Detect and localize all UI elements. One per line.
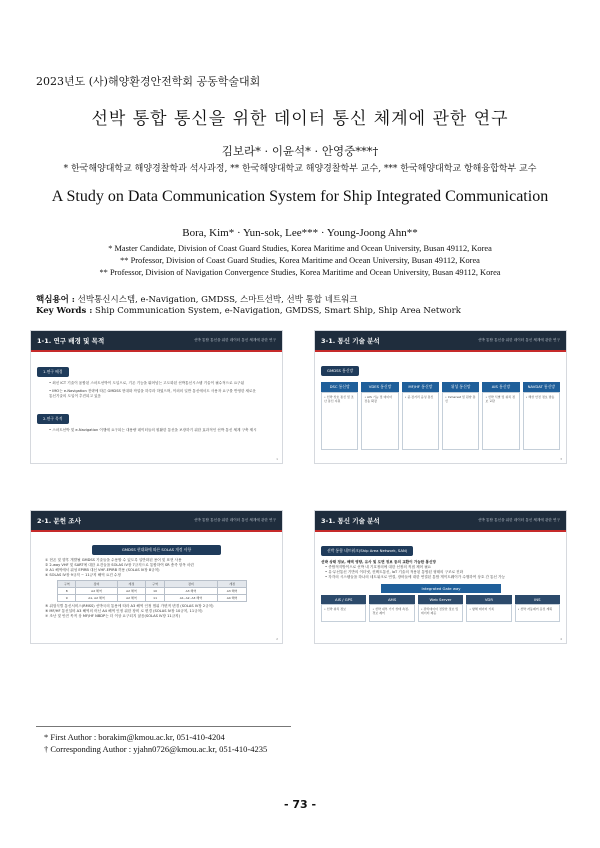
slide-subtitle: 선박 통합 통신을 위한 데이터 통신 체계에 관한 연구 [193,518,276,522]
table-cell: 11 [146,595,164,602]
slide-page-number: 1 [276,457,278,461]
table-cell: 구역 [58,581,76,588]
page-number: - 73 - [283,798,317,811]
bullet-text: • 최신 ICT 기술이 융합된 스마트선박이 도입으로, 기존 기능을 뛰어넘는 고도화된 선박통신시스템 기술이 필수적으로 요구됨 [49,381,245,385]
gmdss-network-columns [321,382,560,450]
integrated-gateway: Integrated Gate way [381,584,501,593]
table-cell: A3 해역 [164,588,217,595]
table-cell: 장비 [76,581,117,588]
system-column [418,595,463,622]
affiliation-english-3: ** Professor, Division of Navigation Convergence Studies, Korea Maritime and Ocean University, Busan 49112, Korea [99,268,501,277]
section-pill-san: 선박 통합 네트워크(Ship Area Network, SAN) [321,546,413,556]
san-lead-text: 선박 상태 정보, 해역 영향, 유사 및 도면 정보 등의 교환이 가능한 통신망 [321,560,436,564]
table-cell: 구역 [146,581,164,588]
keywords-english-text: Ship Communication System, e-Navigation, GMDSS, Smart Ship, Ship Area Network [95,306,461,316]
table-cell: A1, A2, A3 해역 [164,595,217,602]
slide-header [31,511,282,530]
network-column-header: VDES 통신망 [361,382,398,392]
slide-research-background [30,330,283,464]
system-column-body: • 선박 위치 정보 [321,604,366,622]
keywords-english-label: Key Words : [36,306,93,316]
network-column-body: • Inmarsat 및 원양 통신 [442,392,479,450]
network-column-body: • 중·장거리 음성 통신 [402,392,439,450]
section-pill-gmdss: GMDSS 통신망 [321,366,359,376]
network-column [523,382,560,450]
authors-korean: 김보라* · 이윤석* · 안영중***† [221,144,379,158]
slide-title: 3-1. 통신 기술 분석 [321,337,380,345]
slide-literature-review [30,510,283,644]
section-pill-purpose: 2.연구 목적 [37,414,69,424]
slide-title: 3-1. 통신 기술 분석 [321,517,380,525]
table-cell: A2 해역 [76,588,117,595]
conference-header: 2023년도 (사)해양환경안전학회 공동학술대회 [36,75,261,88]
network-column [402,382,439,450]
table-row [58,595,247,602]
slide-title: 2-1. 문헌 조사 [37,517,81,525]
network-column [482,382,519,450]
solas-table [57,580,247,602]
network-column [442,382,479,450]
slide-header [315,331,566,350]
slide-header [31,331,282,350]
table-cell: 개정 [218,581,247,588]
slide-page-number: 4 [560,637,562,641]
slide-subtitle: 선박 통합 통신을 위한 데이터 통신 체계에 관한 연구 [477,518,560,522]
network-column-header: NAVDAT 통신망 [523,382,560,392]
network-column-header: MF/HF 통신망 [402,382,439,392]
title-korean: 선박 통합 통신을 위한 데이터 통신 체계에 관한 연구 [91,109,509,129]
slide-page-number: 3 [560,457,562,461]
network-column-body: • AIS 기능 및 데이터 전송 확장 [361,392,398,450]
authors-english: Bora, Kim* · Yun-sok, Lee*** · Young-Joong Ahn** [182,227,418,239]
solas-item: ③ A1 해역에서 위성 EPIRB 대신 VHF-EPIRB 허용 (SOLAS IV장 8규칙) [45,568,160,572]
table-cell: 8 [58,588,76,595]
solas-item: ② 2-way VHF 및 SART에 대한 요건들을 SOLAS IV장 7규칙으로 통합하여 SR 충족 항목 마련 [45,563,194,567]
san-item: • 각각의 시스템들을 하나의 네트워크로 연결, 장비들에 대한 연결된 통합 게이트웨이가 수행하여 상호 간 통신 가능 [325,575,506,579]
system-column [466,595,511,622]
affiliation-english-2: ** Professor, Division of Coast Guard Studies, Korea Maritime and Ocean University, Busan 49112, Korea [120,256,480,265]
slide-page-number: 2 [276,637,278,641]
footnote-first-author: * First Author : borakim@kmou.ac.kr, 051-410-4204 [44,732,225,742]
solas-item: ⑥ MF/HF 통신설비 A3 해역의 어닌 A4 해역 인정 위한 장비 로 변경 (SOLAS IV장 10규칙, 11규칙) [45,609,203,613]
system-column-header: AIS / GPS [321,595,366,604]
keywords-korean-text: 선박통신시스템, e-Navigation, GMDSS, 스마트선박, 선박 통합 네트워크 [77,295,358,305]
table-cell: 개정 [117,581,146,588]
system-column-header: INS [515,595,560,604]
table-cell: A2 해역 [117,588,146,595]
solas-item: ④ SOLAS IV장 9규칙 ~ 11규칙 해역 요건 수정 [45,573,121,577]
section-pill-background: 1.연구 배경 [37,367,69,377]
network-column-header: DSC 통신망 [321,382,358,392]
affiliation-english-1: * Master Candidate, Division of Coast Guard Studies, Korea Maritime and Ocean University, Busan 49112, Korea [108,244,492,253]
table-cell: 9 [58,595,76,602]
bullet-text: • IMO는 e-Navigation 전략에 따른 GMDSS 현대화 작업을 하루라 하였으며, 이외의 일반 통신에서도 사용자 요구를 반영한 새로운 통신기술의 도입이 추진되고 있음 [49,389,256,398]
network-column [321,382,358,450]
network-column-body: • 선박 식별 및 위치 정보 교환 [482,392,519,450]
affiliation-korean: * 한국해양대학교 해양경찰학과 석사과정, ** 한국해양대학교 해양경찰학부 교수, *** 한국해양대학교 항해융합학부 교수 [63,164,537,174]
table-cell: A3 해역 [218,588,247,595]
system-column [321,595,366,622]
system-column [369,595,414,622]
network-column-body: • 해상 안전 정보 방송 [523,392,560,450]
network-column-body: • 선박 상호 통신 및 조난 통신 지원 [321,392,358,450]
keywords-english [36,306,461,316]
table-cell: 10 [146,588,164,595]
solas-item: ⑦ 조난 및 안전 목적 상 MF/HF NBDP는 더 이상 요구되지 않음(SOLAS IV장 11규칙) [45,614,181,618]
system-column-header: Web Server [418,595,463,604]
system-column-body: • 관리데이터 전달한 정보 및 데이터 제공 [418,604,463,622]
section-pill-solas: GMDSS 현대화에 따른 SOLAS 개정 사항 [92,545,221,555]
table-header-row [58,581,247,588]
slide-subtitle: 선박 통합 통신을 위한 데이터 통신 체계에 관한 연구 [477,338,560,342]
solas-item: ⑤ 위험식별 통신서비스(RMSS) 선박국의 통용에 따라 A3 해역 인정 범위 가변적 변경 (SOLAS IV장 2규칙) [45,604,214,608]
system-column-body: • 항해 데이터 기록 [466,604,511,622]
slide-tech-analysis-san [314,510,567,644]
title-english: A Study on Data Communication System for Ship Integrated Communication [51,188,549,205]
san-system-columns [321,595,560,622]
network-column-header: 위성 통신망 [442,382,479,392]
table-row [58,588,247,595]
table-cell: 장비 [164,581,217,588]
keywords-korean-label: 핵심용어 : [36,295,75,305]
keywords-korean [36,293,358,305]
table-cell: A2 해역 [117,595,146,602]
solas-item: ① 현존 및 향후 개발될 GMDSS 기술들을 수용할 수 있도록 일반화된 용어 및 표현 사용 [45,558,182,562]
system-column-body: • 선박 내부 기기 상태 측정, 경보 제어 [369,604,414,622]
system-column [515,595,560,622]
system-column-body: • 선박 자동제어 운전 계획 [515,604,560,622]
table-cell: A4 해역 [218,595,247,602]
network-column [361,382,398,450]
system-column-header: VDR [466,595,511,604]
table-cell: A1, A2 해역 [76,595,117,602]
footnote-divider [36,726,291,727]
slide-title: 1-1. 연구 배경 및 목적 [37,337,105,345]
system-column-header: AMS [369,595,414,604]
slide-header [315,511,566,530]
bullet-text: • 스마트선박 및 e-Navigation 이행에 요구되는 대용량 데이터들의 원활한 통신을 보장하기 위한 효과적인 선박 통신 체계 구축 제시 [49,428,257,432]
slide-tech-analysis-gmdss [314,330,567,464]
san-item: • 유·무선통신 기반의 이더넷, 컨택트통신, IoT 기술의 적용된 통합된 형태의 구조로 진화 [325,570,464,574]
network-column-header: AIS 통신망 [482,382,519,392]
slide-subtitle: 선박 통합 통신을 위한 데이터 통신 체계에 관한 연구 [193,338,276,342]
san-item: • 종합적지방이으로 선박 내 기호정의에 대한 선정의 직접 제어 필요 [325,565,432,569]
footnote-corresponding-author: † Corresponding Author : yjahn0726@kmou.ac.kr, 051-410-4235 [44,744,268,754]
